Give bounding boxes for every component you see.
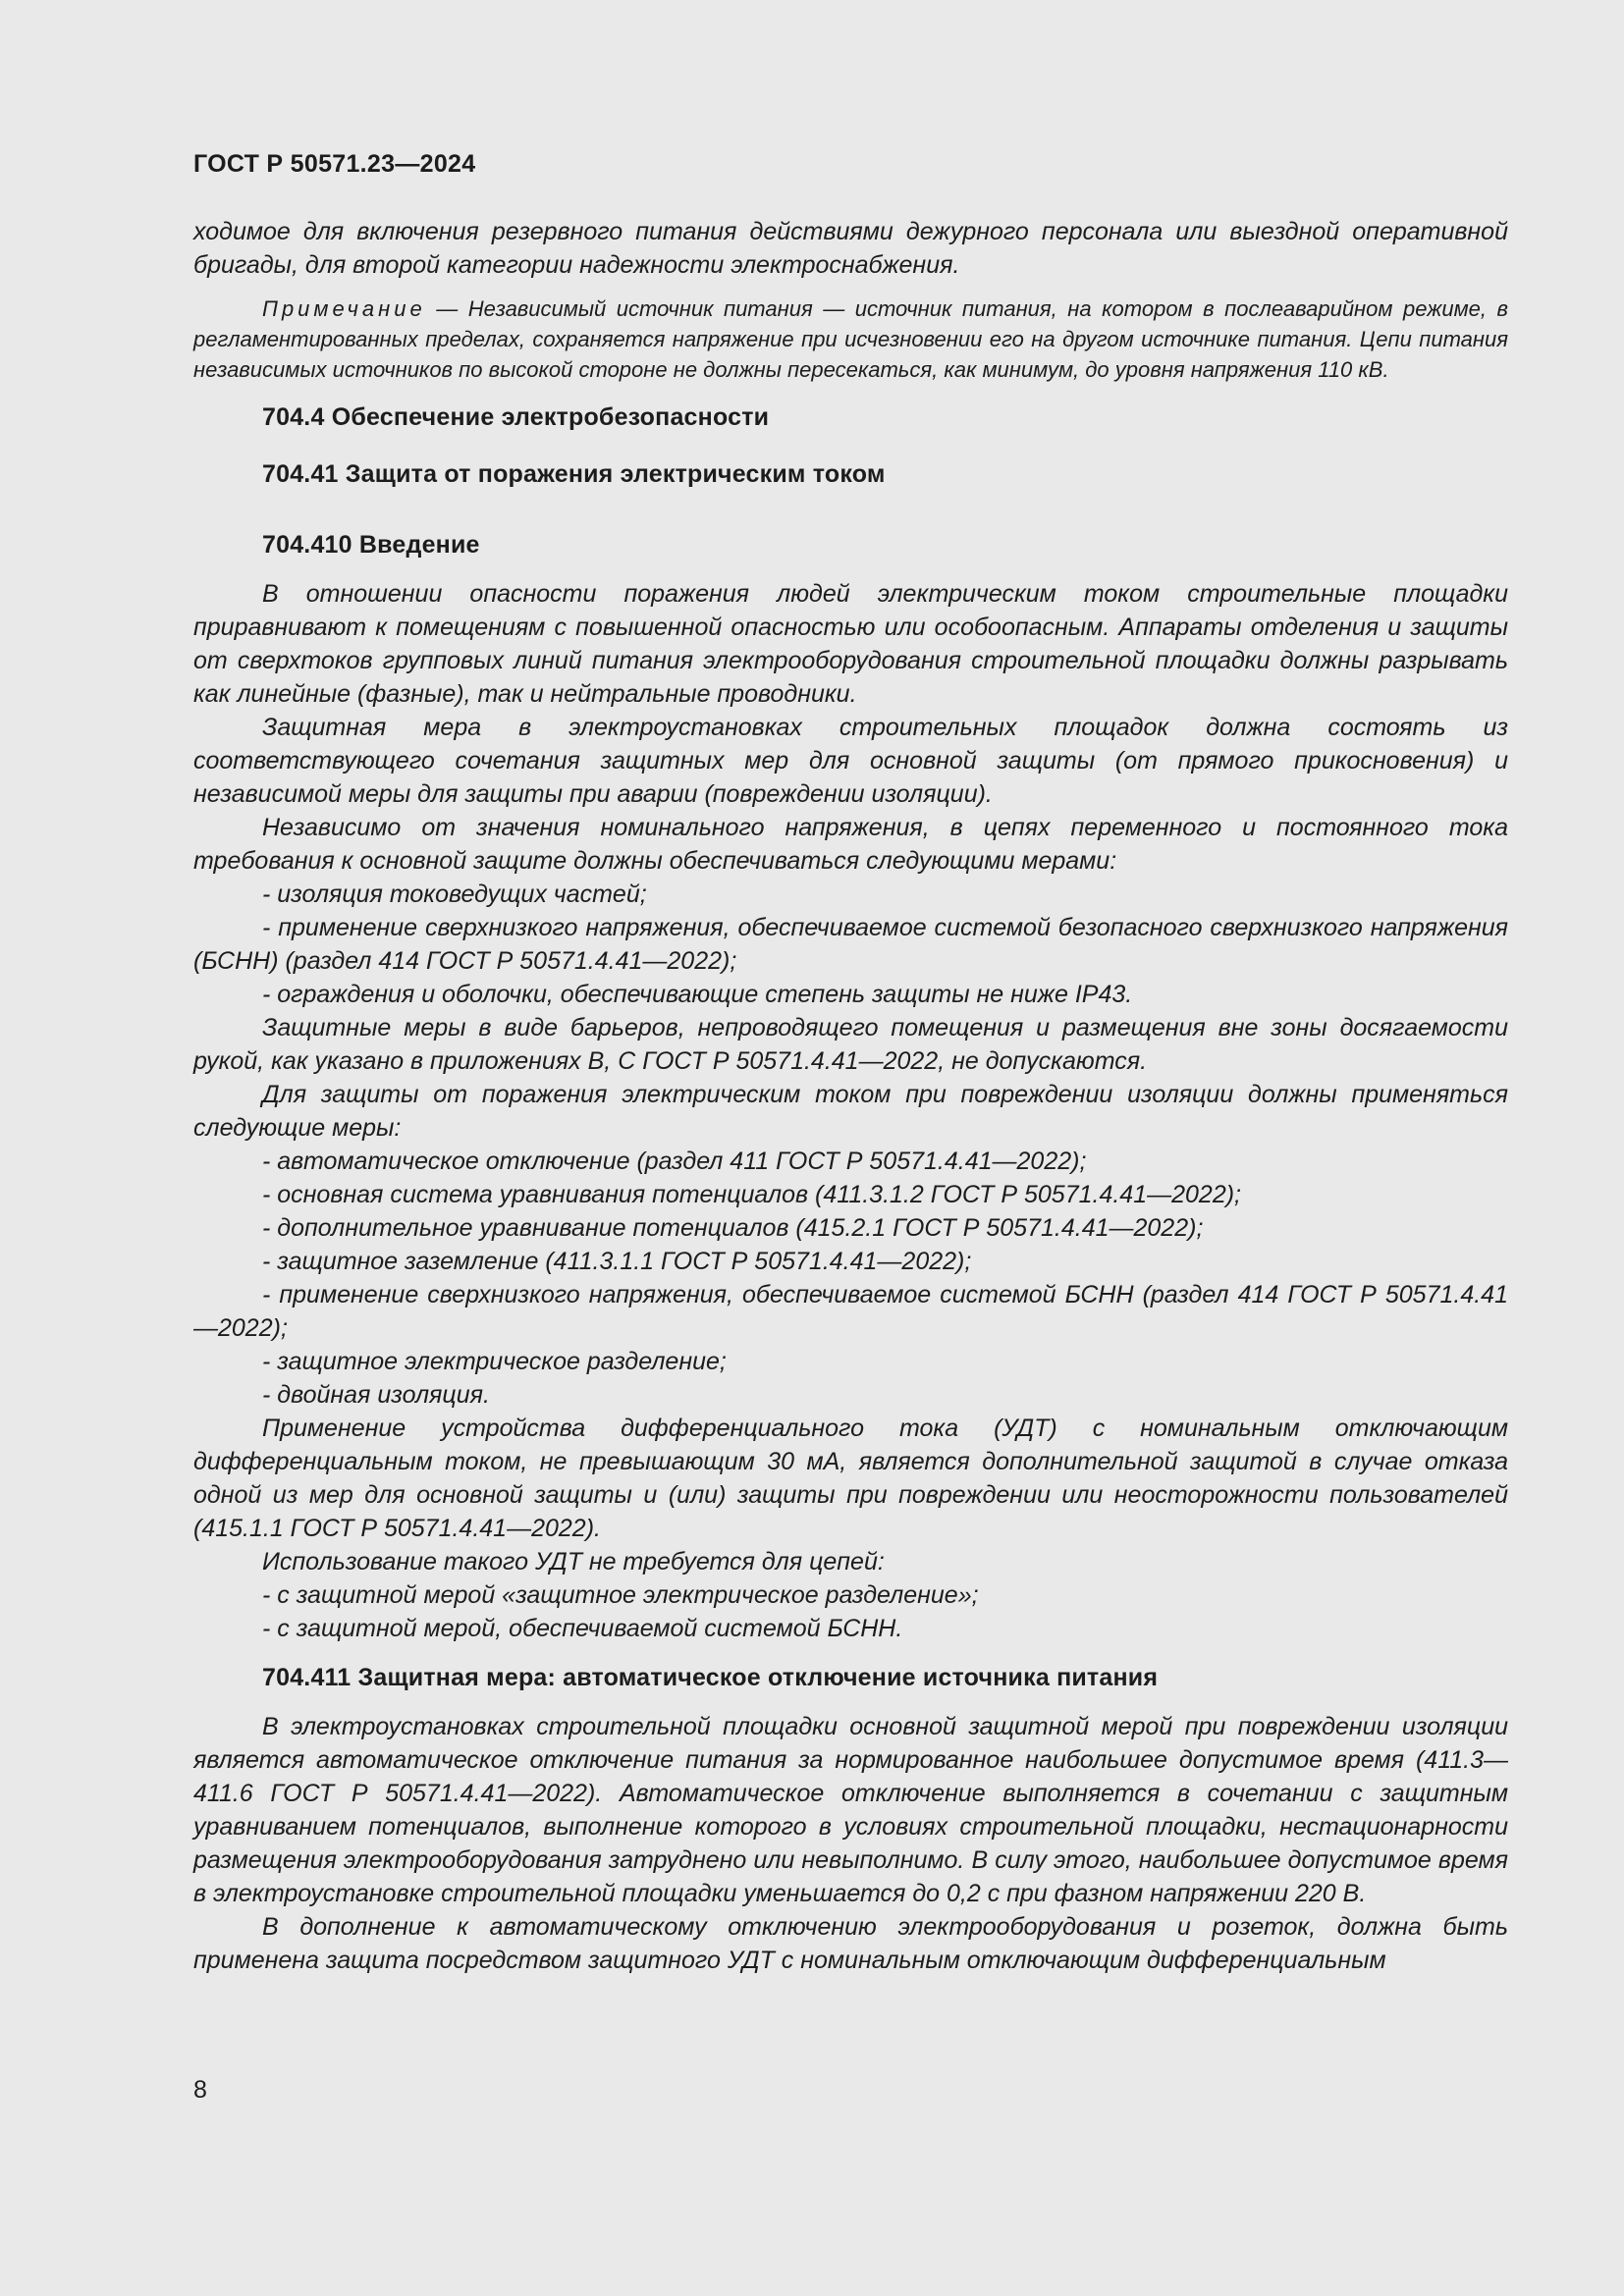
document-header: ГОСТ Р 50571.23—2024 xyxy=(193,150,476,178)
heading-704-410: 704.410 Введение xyxy=(262,531,480,559)
paragraph: В электроустановках строительной площадки основной защитной мерой при повреждении изоляции является автоматическое отключение питания за нормированное наибольшее допустимое время (411.3—411.6 ГОСТ Р 50571.4.41—2022). Автоматическое отключение выполняется в сочетании с защитным уравниванием потенциалов, выполнение которого в условиях строительной площадки, нестационарности размещения электрооборудования затруднено или невыполнимо. В силу этого, наибольшее допустимое время в электроустановке строительной площадки уменьшается до 0,2 с при фазном напряжении 220 В. xyxy=(193,1713,1508,1907)
paragraph: Защитные меры в виде барьеров, непроводящего помещения и размещения вне зоны досягаемости рукой, как указано в приложениях В, С ГОСТ Р 50571.4.41—2022, не допускаются. xyxy=(193,1014,1508,1075)
note-label: Примечание xyxy=(262,296,426,321)
heading-704-41: 704.41 Защита от поражения электрическим током xyxy=(262,460,886,488)
paragraph: Использование такого УДТ не требуется для цепей: xyxy=(262,1548,885,1575)
heading-704-4: 704.4 Обеспечение электробезопасности xyxy=(262,403,770,431)
paragraph: Независимо от значения номинального напряжения, в цепях переменного и постоянного тока требования к основной защите должны обеспечиваться следующими мерами: xyxy=(193,814,1508,875)
list-item: - защитное электрическое разделение; xyxy=(262,1348,727,1375)
list-item: - изоляция токоведущих частей; xyxy=(262,881,647,908)
list-item: - двойная изоляция. xyxy=(262,1381,490,1409)
page-number: 8 xyxy=(193,2076,207,2104)
list-item: - применение сверхнизкого напряжения, обеспечиваемое системой БСНН (раздел 414 ГОСТ Р 50571.4.41—2022); xyxy=(193,1281,1508,1342)
list-item: - с защитной мерой, обеспечиваемой системой БСНН. xyxy=(262,1615,903,1642)
heading-704-411: 704.411 Защитная мера: автоматическое отключение источника питания xyxy=(262,1664,1159,1691)
list-item: - основная система уравнивания потенциалов (411.3.1.2 ГОСТ Р 50571.4.41—2022); xyxy=(262,1181,1241,1208)
paragraph: Для защиты от поражения электрическим током при повреждении изоляции должны применяться следующие меры: xyxy=(193,1081,1508,1142)
paragraph: В отношении опасности поражения людей электрическим током строительные площадки приравнивают к помещениям с повышенной опасностью или особоопасным. Аппараты отделения и защиты от сверхтоков групповых линий питания электрооборудования строительной площадки должны разрывать как линейные (фазные), так и нейтральные проводники. xyxy=(193,580,1508,708)
note xyxy=(193,294,1508,385)
list-item: - защитное заземление (411.3.1.1 ГОСТ Р 50571.4.41—2022); xyxy=(262,1248,972,1275)
paragraph: Применение устройства дифференциального тока (УДТ) с номинальным отключающим дифференциальным током, не превышающим 30 мА, является дополнительной защитой в случае отказа одной из мер для основной защиты и (или) защиты при повреждении или неосторожности пользователей (415.1.1 ГОСТ Р 50571.4.41—2022). xyxy=(193,1415,1508,1542)
body-text xyxy=(193,215,1508,282)
list-item: - автоматическое отключение (раздел 411 ГОСТ Р 50571.4.41—2022); xyxy=(262,1148,1087,1175)
section-704-411-body xyxy=(193,1710,1508,1977)
paragraph: Защитная мера в электроустановках строительных площадок должна состоять из соответствующего сочетания защитных мер для основной защиты (от прямого прикосновения) и независимой меры для защиты при аварии (повреждении изоляции). xyxy=(193,714,1508,808)
list-item: - дополнительное уравнивание потенциалов (415.2.1 ГОСТ Р 50571.4.41—2022); xyxy=(262,1214,1204,1242)
section-704-410-body xyxy=(193,577,1508,1645)
note-text: — Независимый источник питания — источник питания, на котором в послеаварийном режиме, в регламентированных пределах, сохраняется напряжение при исчезновении его на другом источнике питания. Цепи питания независимых источников по высокой стороне не должны пересекаться, как минимум, до уровня напряжения 110 кВ. xyxy=(193,296,1508,382)
list-item: - ограждения и оболочки, обеспечивающие степень защиты не ниже IP43. xyxy=(262,981,1133,1008)
document-page xyxy=(193,147,1508,1977)
list-item: - применение сверхнизкого напряжения, обеспечиваемое системой безопасного сверхнизкого напряжения (БСНН) (раздел 414 ГОСТ Р 50571.4.41—2022); xyxy=(193,914,1508,975)
list-item: - с защитной мерой «защитное электрическое разделение»; xyxy=(262,1581,979,1609)
continued-paragraph: ходимое для включения резервного питания действиями дежурного персонала или выездной оперативной бригады, для второй категории надежности электроснабжения. xyxy=(193,218,1508,279)
paragraph: В дополнение к автоматическому отключению электрооборудования и розеток, должна быть применена защита посредством защитного УДТ с номинальным отключающим дифференциальным xyxy=(193,1913,1508,1974)
